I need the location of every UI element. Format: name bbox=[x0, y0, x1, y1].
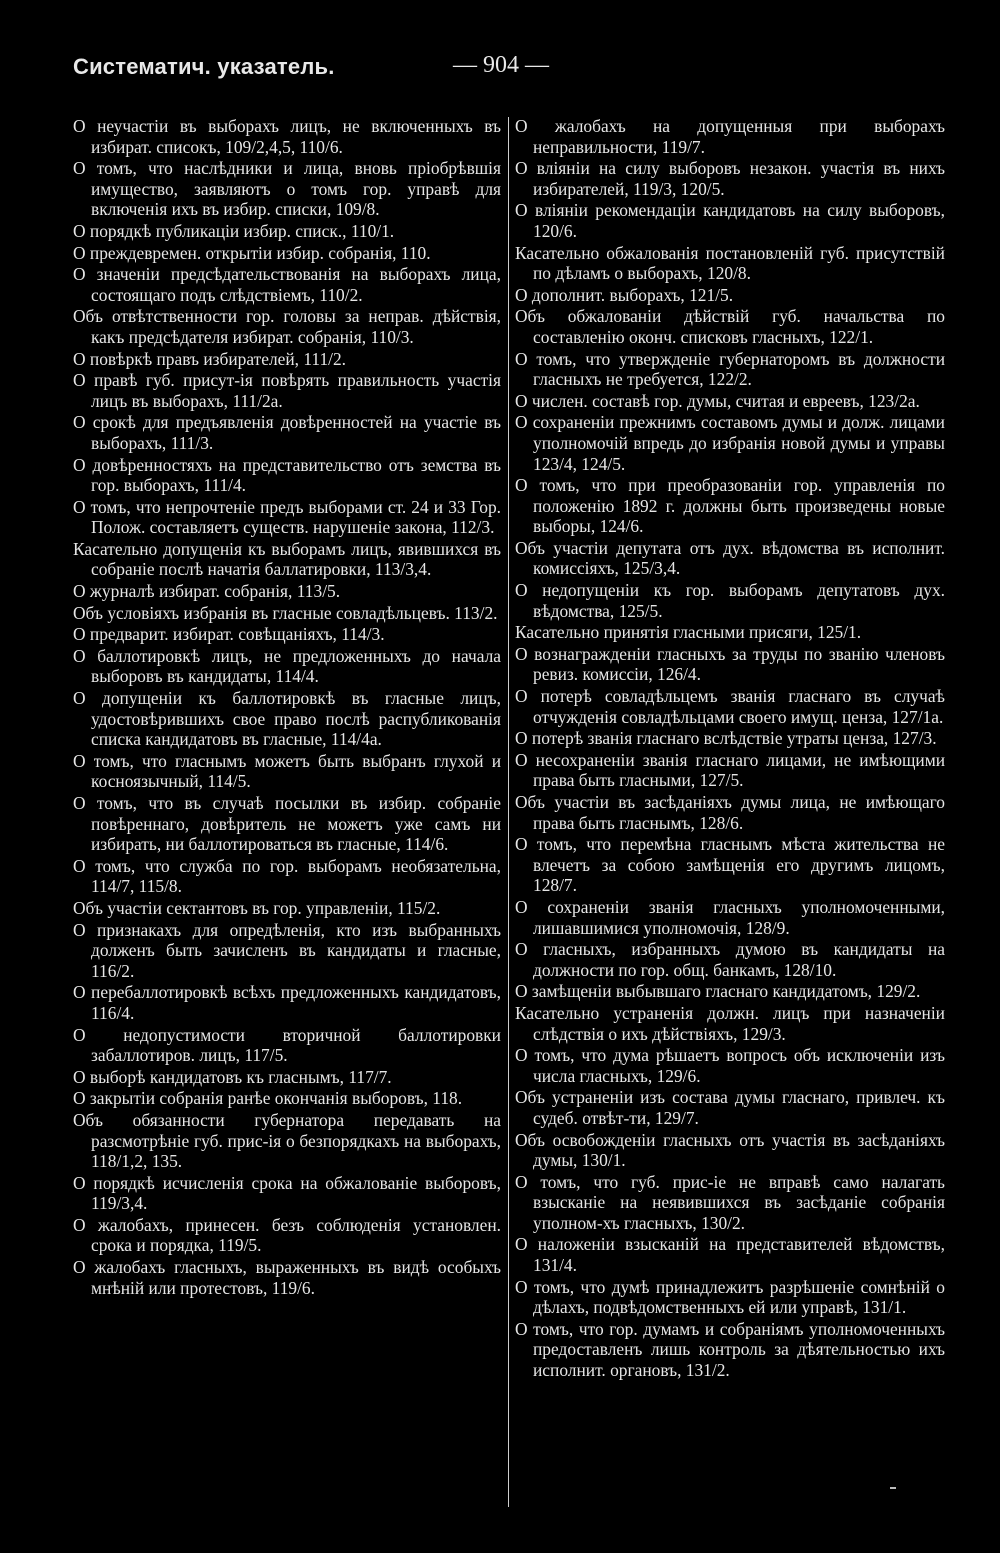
index-entry: О сохраненіи прежнимъ составомъ думы и долж. лицами уполномочій впредь до избранія новой думы и управы 123/4, 124/5. bbox=[515, 412, 945, 474]
index-entry: Объ участіи сектантовъ въ гор. управленіи, 115/2. bbox=[73, 897, 441, 918]
index-entry: О замѣщеніи выбывшаго гласнаго кандидатомъ, 129/2. bbox=[515, 981, 921, 1002]
index-entry: О потерѣ званія гласнаго вслѣдствіе утраты ценза, 127/3. bbox=[515, 728, 937, 749]
index-entry: О порядкѣ исчисленія срока на обжалованіе выборовъ, 119/3,4. bbox=[73, 1172, 501, 1214]
index-entry: О баллотировкѣ лицъ, не предложенныхъ до начала выборовъ въ кандидаты, 114/4. bbox=[73, 645, 501, 687]
index-entry: О преждевремен. открытіи избир. собранія, 110. bbox=[73, 242, 431, 263]
index-entry: О томъ, что непрочтеніе предъ выборами ст. 24 и 33 Гор. Полож. составляетъ существ. нарушеніе закона, 112/3. bbox=[73, 496, 501, 538]
index-entry: О томъ, что губ. прис-іе не вправѣ само налагать взысканіе на неявившихся въ засѣданіе собранія уполном-хъ гласныхъ, 130/2. bbox=[515, 1171, 945, 1233]
index-entry: О вознагражденіи гласныхъ за труды по званію членовъ ревиз. комиссіи, 126/4. bbox=[515, 643, 945, 685]
index-entry: Касательно допущенія къ выборамъ лицъ, явившихся въ собраніе послѣ начатія баллатировки, 113/3,4. bbox=[73, 538, 501, 580]
index-entry: О потерѣ совладѣльцемъ званія гласнаго въ случаѣ отчужденія совладѣльцами своего имущ. ценза, 127/1а. bbox=[515, 686, 945, 727]
index-entry: О неучастіи въ выборахъ лицъ, не включенныхъ въ избират. списокъ, 109/2,4,5, 110/6. bbox=[73, 116, 501, 157]
index-entry: О томъ, что гласнымъ можетъ быть выбранъ глухой и косноязычный, 114/5. bbox=[73, 750, 501, 792]
index-entry: О срокѣ для предъявленія довѣренностей на участіе въ выборахъ, 111/3. bbox=[73, 412, 501, 453]
page-header bbox=[73, 54, 923, 88]
index-entry: О жалобахъ гласныхъ, выраженныхъ въ видѣ особыхъ мнѣній или протестовъ, 119/6. bbox=[73, 1257, 501, 1298]
index-entry: О значеніи предсѣдательствованія на выборахъ лица, состоящаго подъ слѣдствіемъ, 110/2. bbox=[73, 264, 501, 305]
index-entry: О недопущеніи къ гор. выборамъ депутатовъ дух. вѣдомства, 125/5. bbox=[515, 580, 945, 621]
print-mark bbox=[890, 1487, 896, 1489]
index-entry: О томъ, что дума рѣшаетъ вопросъ объ исключеніи изъ числа гласныхъ, 129/6. bbox=[515, 1045, 945, 1086]
index-entry: О предварит. избират. совѣщаніяхъ, 114/3. bbox=[73, 624, 385, 645]
index-entry: Объ освобожденіи гласныхъ отъ участія въ засѣданіяхъ думы, 130/1. bbox=[515, 1129, 945, 1171]
right-column bbox=[515, 116, 945, 1382]
index-entry: О томъ, что при преобразованіи гор. управленія по положенію 1892 г. должны быть произведены новые выборы, 124/6. bbox=[515, 475, 945, 537]
index-entry: Объ участіи въ засѣданіяхъ думы лица, не имѣющаго права быть гласнымъ, 128/6. bbox=[515, 792, 945, 833]
index-entry: О допущеніи къ баллотировкѣ въ гласные лицъ, удостовѣрившихъ свое право послѣ распубликованія списка кандидатовъ въ гласные, 114/4а. bbox=[73, 688, 501, 750]
index-entry: О выборѣ кандидатовъ къ гласнымъ, 117/7. bbox=[73, 1066, 392, 1087]
index-entry: О сохраненіи званія гласныхъ уполномоченными, лишавшимися уполномочія, 128/9. bbox=[515, 896, 945, 938]
index-entry: Касательно устраненія должн. лицъ при назначеніи слѣдствія о ихъ дѣйствіяхъ, 129/3. bbox=[515, 1002, 945, 1044]
index-entry: О томъ, что утвержденіе губернаторомъ въ должности гласныхъ не требуется, 122/2. bbox=[515, 348, 945, 390]
index-entry: О довѣренностяхъ на представительство отъ земства въ гор. выборахъ, 111/4. bbox=[73, 454, 501, 496]
index-entry: О недопустимости вторичной баллотировки забаллотиров. лицъ, 117/5. bbox=[73, 1024, 501, 1066]
index-entry: Объ участіи депутата отъ дух. вѣдомства въ исполнит. комиссіяхъ, 125/3,4. bbox=[515, 537, 945, 579]
index-entry: О дополнит. выборахъ, 121/5. bbox=[515, 284, 734, 305]
index-entry: О томъ, что думѣ принадлежитъ разрѣшеніе сомнѣній о дѣлахъ, подвѣдомственныхъ ей или управѣ, 131/1. bbox=[515, 1276, 945, 1318]
index-entry: О закрытіи собранія ранѣе окончанія выборовъ, 118. bbox=[73, 1088, 463, 1109]
index-entry: О числен. составѣ гор. думы, считая и евреевъ, 123/2а. bbox=[515, 390, 920, 411]
index-entry: О томъ, что служба по гор. выборамъ необязательна, 114/7, 115/8. bbox=[73, 855, 501, 897]
index-entry: О томъ, что въ случаѣ посылки въ избир. собраніе повѣреннаго, довѣритель не можетъ уже самъ ни избирать, ни баллотироваться въ гласные, 114/6. bbox=[73, 793, 501, 855]
index-entry: Касательно обжалованія постановленій губ. присутствій по дѣламъ о выборахъ, 120/8. bbox=[515, 242, 945, 284]
index-entry: О томъ, что перемѣна гласнымъ мѣста жительства не влечетъ за собою замѣщенія его другимъ лицомъ, 128/7. bbox=[515, 834, 945, 896]
section-title: Систематич. указатель. bbox=[73, 54, 335, 79]
left-column bbox=[73, 116, 501, 1299]
index-entry: О правѣ губ. присут-ія повѣрять правильность участія лицъ въ выборахъ, 111/2а. bbox=[73, 370, 501, 411]
index-entry: О повѣркѣ правъ избирателей, 111/2. bbox=[73, 348, 347, 369]
index-entry: Объ условіяхъ избранія въ гласные совладѣльцевъ. 113/2. bbox=[73, 602, 498, 623]
index-entry: О томъ, что наслѣдники и лица, вновь пріобрѣвшія имущество, заявляютъ о томъ гор. управѣ для включенія ихъ въ избир. списки, 109/8. bbox=[73, 158, 501, 220]
index-entry: Объ отвѣтственности гор. головы за неправ. дѣйствія, какъ предсѣдателя избират. собранія, 110/3. bbox=[73, 306, 501, 347]
index-entry: Объ устраненіи изъ состава думы гласнаго, привлеч. къ судеб. отвѣт-ти, 129/7. bbox=[515, 1087, 945, 1128]
index-entry: О жалобахъ на допущенныя при выборахъ неправильности, 119/7. bbox=[515, 116, 945, 157]
index-entry: Касательно принятія гласными присяги, 125/1. bbox=[515, 622, 862, 643]
index-entry: Объ обжалованіи дѣйствій губ. начальства по составленію оконч. списковъ гласныхъ, 122/1. bbox=[515, 306, 945, 347]
index-entry: О вліяніи на силу выборовъ незакон. участія въ нихъ избирателей, 119/3, 120/5. bbox=[515, 158, 945, 199]
index-entry: О несохраненіи званія гласнаго лицами, не имѣющими права быть гласными, 127/5. bbox=[515, 749, 945, 791]
index-entry: О жалобахъ, принесен. безъ соблюденія установлен. срока и порядка, 119/5. bbox=[73, 1214, 501, 1256]
index-entry: О порядкѣ публикаціи избир. списк., 110/1. bbox=[73, 220, 395, 241]
page-number: — 904 — bbox=[453, 52, 549, 78]
index-entry: О вліяніи рекомендаціи кандидатовъ на силу выборовъ, 120/6. bbox=[515, 200, 945, 241]
column-divider bbox=[508, 117, 509, 1507]
index-entry: О томъ, что гор. думамъ и собраніямъ уполномоченныхъ предоставленъ лишь контроль за дѣятельностью ихъ исполнит. органовъ, 131/2. bbox=[515, 1318, 945, 1381]
index-entry: О наложеніи взысканій на представителей вѣдомствъ, 131/4. bbox=[515, 1234, 945, 1276]
index-entry: О журналѣ избират. собранія, 113/5. bbox=[73, 581, 341, 602]
index-entry: О гласныхъ, избранныхъ думою въ кандидаты на должности по гор. общ. банкамъ, 128/10. bbox=[515, 939, 945, 980]
index-entry: Объ обязанности губернатора передавать на разсмотрѣніе губ. прис-ія о безпорядкахъ на выборахъ, 118/1,2, 135. bbox=[73, 1109, 501, 1172]
index-entry: О признакахъ для опредѣленія, кто изъ выбранныхъ долженъ быть зачисленъ въ кандидаты и гласные, 116/2. bbox=[73, 919, 501, 981]
index-entry: О перебаллотировкѣ всѣхъ предложенныхъ кандидатовъ, 116/4. bbox=[73, 982, 501, 1023]
